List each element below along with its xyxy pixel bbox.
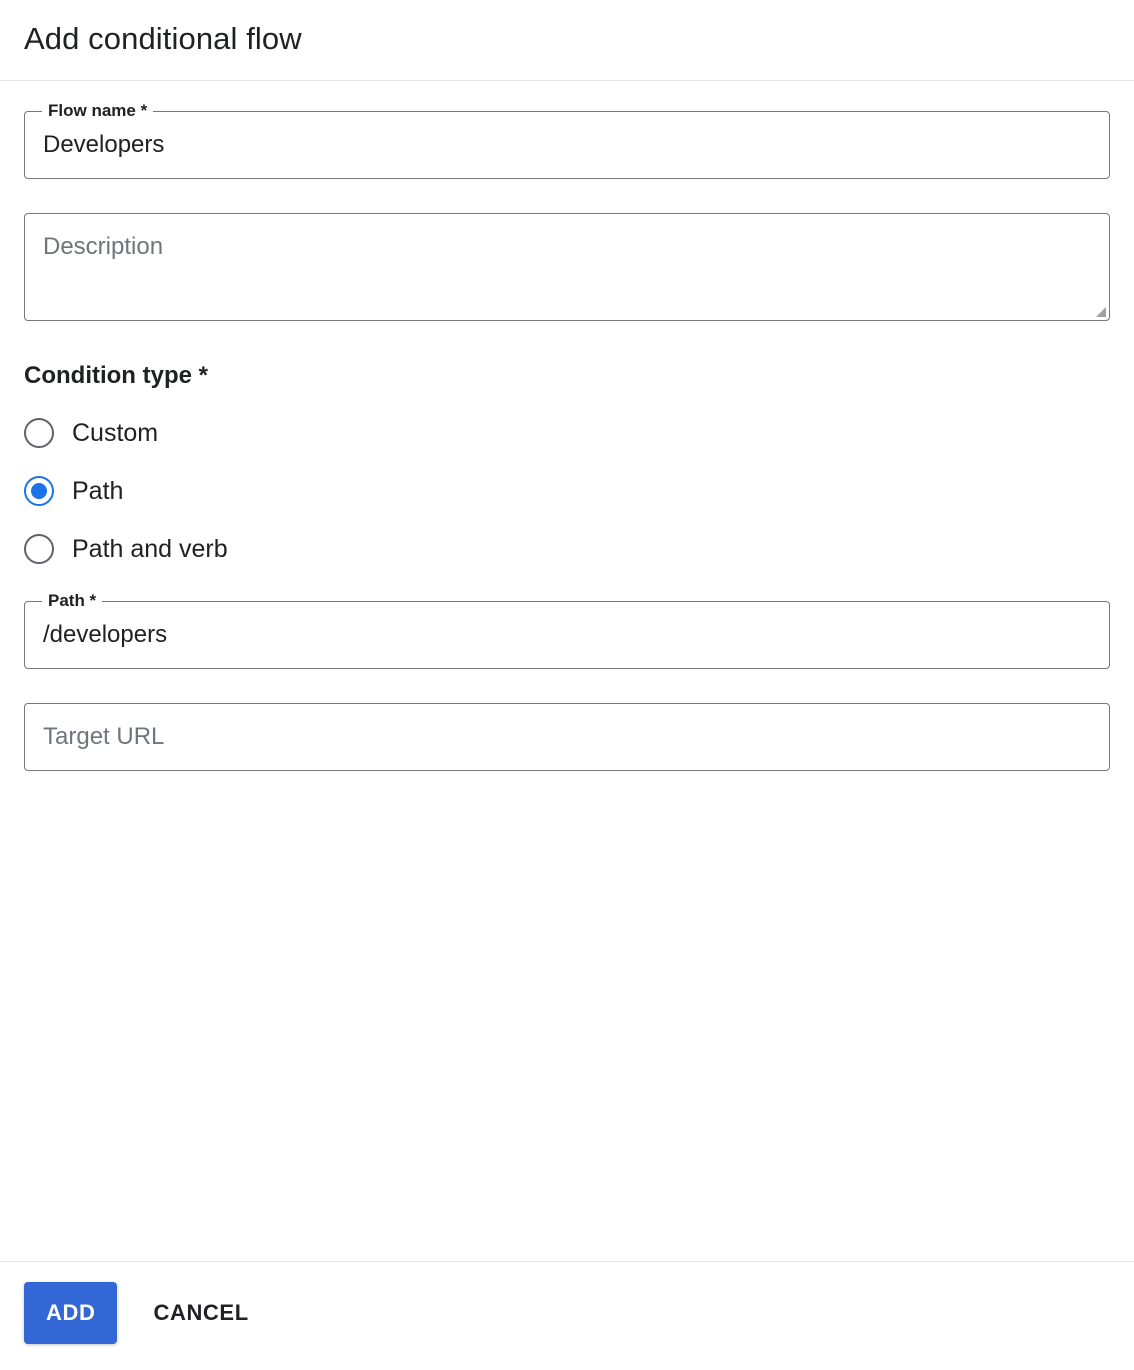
dialog-header [0, 0, 1134, 81]
path-label: Path * [42, 591, 102, 611]
radio-icon-path-and-verb[interactable] [24, 534, 54, 564]
target-url-field [24, 703, 1110, 771]
flow-name-label: Flow name * [42, 101, 153, 121]
target-url-input[interactable] [43, 722, 1091, 752]
radio-icon-custom[interactable] [24, 418, 54, 448]
add-button[interactable]: ADD [24, 1282, 117, 1344]
dialog-body [0, 81, 1134, 1261]
flow-name-outline[interactable] [24, 101, 1110, 179]
radio-icon-path[interactable] [24, 476, 54, 506]
cancel-button[interactable]: CANCEL [131, 1282, 270, 1344]
flow-name-input[interactable] [43, 130, 1091, 160]
radio-option-custom[interactable] [24, 409, 1110, 457]
path-input[interactable] [43, 620, 1091, 650]
page-title: Add conditional flow [24, 21, 302, 56]
description-outline[interactable] [24, 213, 1110, 321]
radio-option-path[interactable] [24, 467, 1110, 515]
flow-name-field [24, 101, 1110, 179]
condition-type-label: Condition type * [24, 362, 208, 389]
path-field [24, 591, 1110, 669]
target-url-outline[interactable] [24, 703, 1110, 771]
radio-label-path: Path [72, 477, 124, 505]
description-field [24, 213, 1110, 321]
radio-label-custom: Custom [72, 419, 159, 447]
radio-label-path-and-verb: Path and verb [72, 535, 228, 563]
path-outline[interactable] [24, 591, 1110, 669]
description-input[interactable] [43, 232, 1091, 302]
spacer [24, 583, 1110, 601]
dialog-footer [0, 1261, 1134, 1370]
radio-option-path-and-verb[interactable] [24, 525, 1110, 573]
